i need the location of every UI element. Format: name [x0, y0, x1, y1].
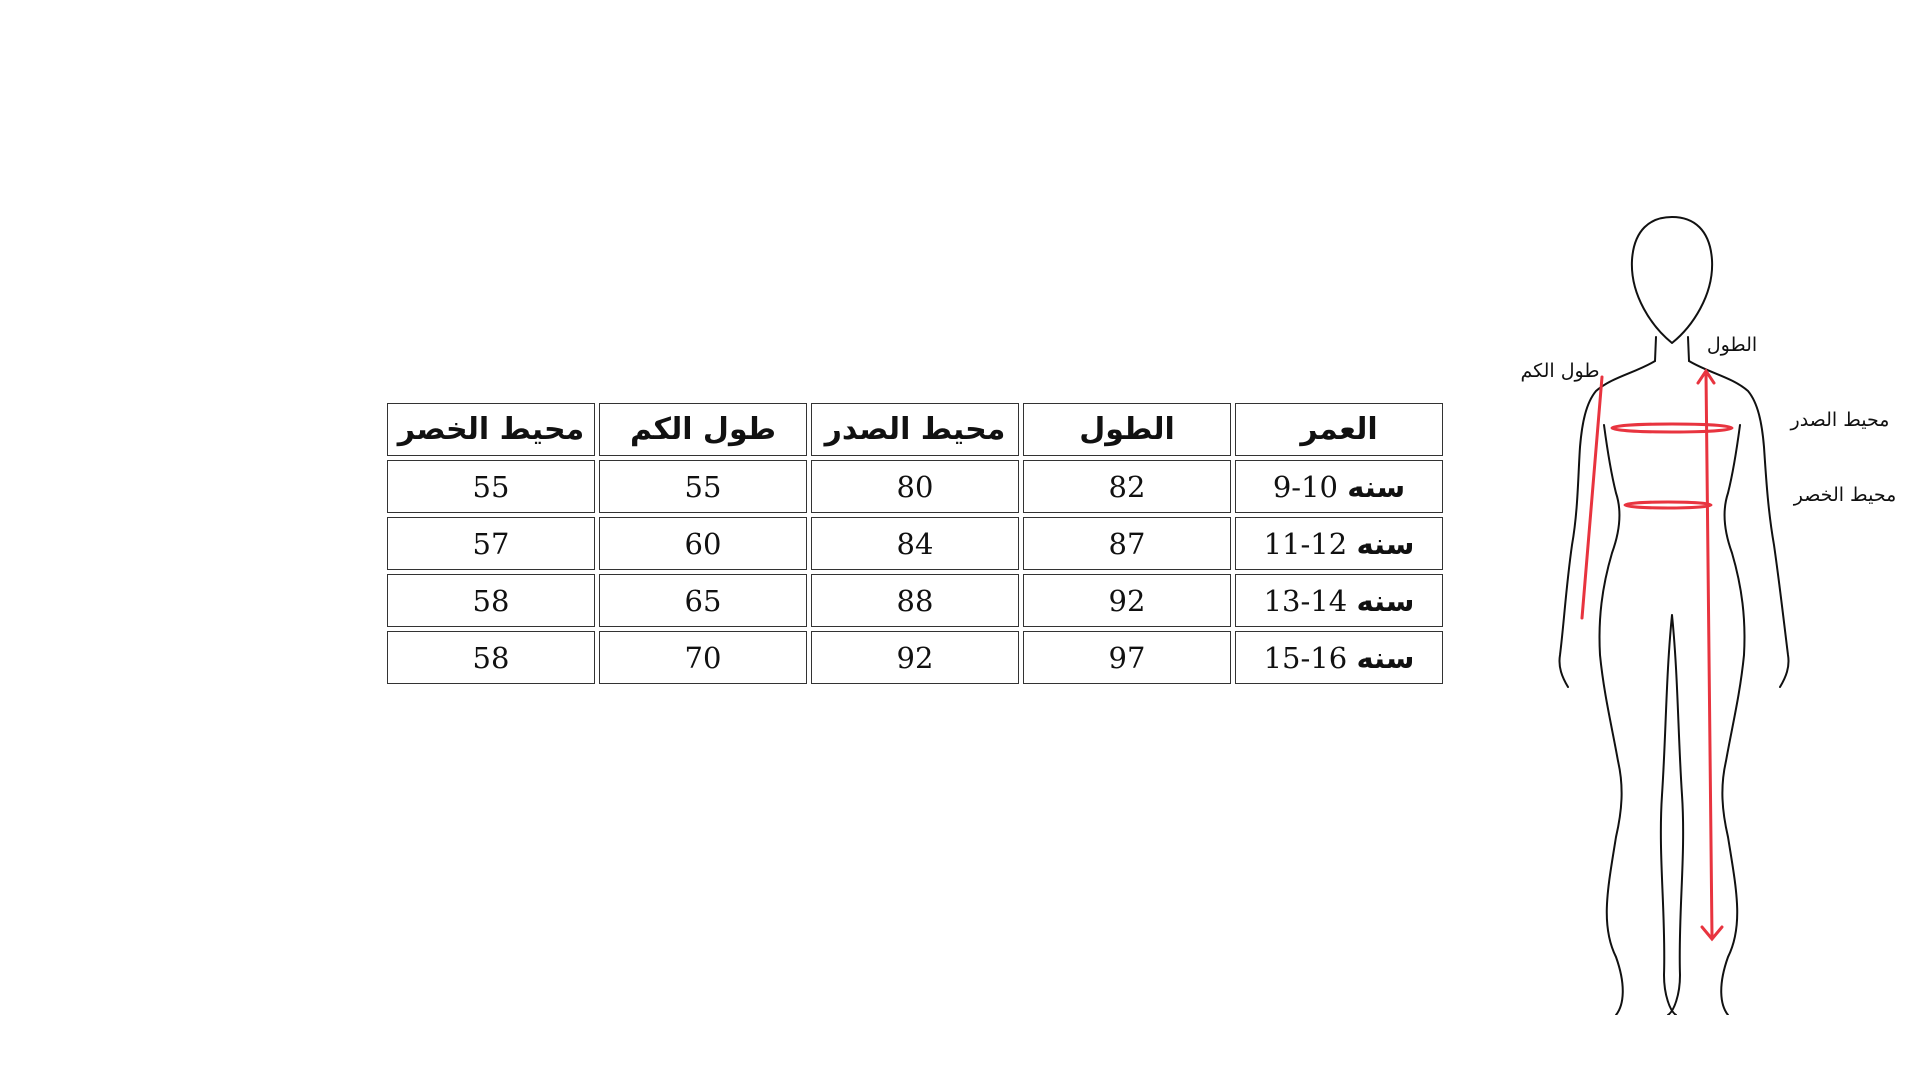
header-length: الطول — [1023, 403, 1231, 456]
age-unit: سنه — [1356, 526, 1415, 561]
label-sleeve: طول الكم — [1520, 360, 1600, 382]
measurement-figure — [1500, 215, 1900, 1015]
age-unit: سنه — [1356, 640, 1415, 675]
chest-line — [1612, 424, 1732, 432]
label-chest: محيط الصدر — [1790, 409, 1890, 431]
chest-cell: 92 — [811, 631, 1019, 684]
age-cell — [1235, 517, 1443, 570]
table-header-row — [387, 403, 1443, 456]
chest-cell: 80 — [811, 460, 1019, 513]
head-outline — [1632, 217, 1712, 343]
header-sleeve: طول الكم — [599, 403, 807, 456]
table-row — [387, 631, 1443, 684]
label-length: الطول — [1706, 334, 1758, 356]
length-cell: 82 — [1023, 460, 1231, 513]
leg-inner-outline — [1661, 615, 1683, 1015]
age-range: 13-14 — [1263, 583, 1348, 618]
length-cell: 87 — [1023, 517, 1231, 570]
waist-cell: 58 — [387, 631, 595, 684]
age-cell — [1235, 631, 1443, 684]
chest-cell: 84 — [811, 517, 1019, 570]
waist-cell: 57 — [387, 517, 595, 570]
header-chest: محيط الصدر — [811, 403, 1019, 456]
sleeve-cell: 55 — [599, 460, 807, 513]
torso-right-outline — [1689, 361, 1789, 1015]
waist-line — [1625, 502, 1711, 508]
waist-cell: 55 — [387, 460, 595, 513]
waist-cell: 58 — [387, 574, 595, 627]
age-range: 11-12 — [1263, 526, 1348, 561]
age-cell — [1235, 574, 1443, 627]
length-cell: 92 — [1023, 574, 1231, 627]
label-waist: محيط الخصر — [1793, 484, 1897, 506]
length-cell: 97 — [1023, 631, 1231, 684]
table-row — [387, 517, 1443, 570]
torso-left-outline — [1559, 361, 1655, 1015]
age-cell — [1235, 460, 1443, 513]
neck-outline — [1655, 337, 1689, 361]
chest-cell: 88 — [811, 574, 1019, 627]
sleeve-cell: 70 — [599, 631, 807, 684]
table-row — [387, 460, 1443, 513]
header-age: العمر — [1235, 403, 1443, 456]
table-row — [387, 574, 1443, 627]
sleeve-cell: 60 — [599, 517, 807, 570]
age-range: 15-16 — [1263, 640, 1348, 675]
age-unit: سنه — [1347, 469, 1406, 504]
measurement-markers — [1582, 371, 1732, 939]
sleeve-cell: 65 — [599, 574, 807, 627]
age-range: 9-10 — [1272, 469, 1338, 504]
length-arrow-line — [1706, 373, 1712, 937]
size-chart-table — [383, 399, 1447, 688]
header-waist: محيط الخصر — [387, 403, 595, 456]
age-unit: سنه — [1356, 583, 1415, 618]
